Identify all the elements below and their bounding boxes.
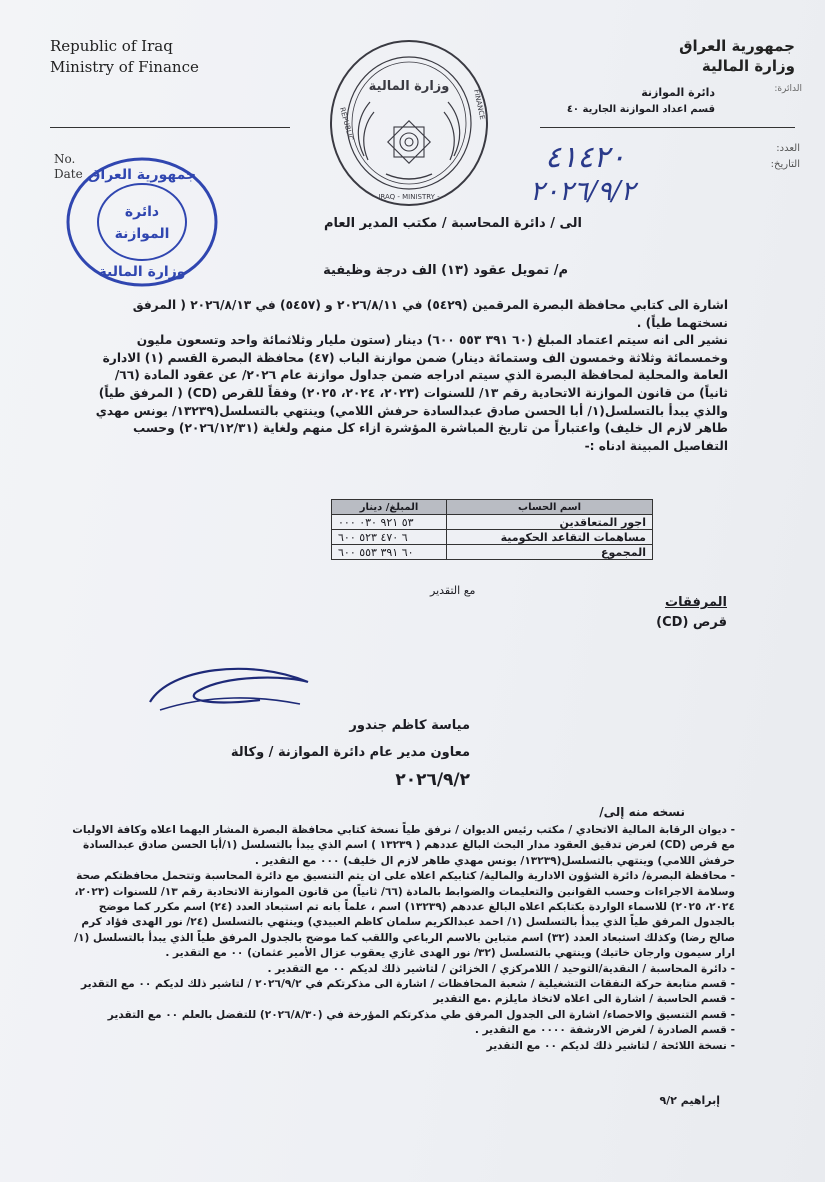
ministry-seal-icon <box>328 38 490 208</box>
department-label: الدائرة: <box>774 84 802 94</box>
body-paragraph: نشير الى انه سيتم اعتماد المبلغ (٦٠ ٣٩١ ٥٥٣ ٦٠٠) دينار (ستون مليار وثلاثمائة واحد وتسعون مليون وخمسمائة وثلاثة وخمسون الف وستمائة دينار) ضمن موازنة الباب (٤٧) محافظة البصرة القسم (١) الادارة العامة والمحلية لمحافظة البصرة الذي سيتم ادراجه ضمن جداول موازنة عام ٢٠٢٦/ عن عقود المادة (٦٦/ ثانياً) من قانون الموازنة الاتحادية رقم ١٣/ للسنوات (٢٠٢٣، ٢٠٢٤، ٢٠٢٥) وفقاً للقرص (CD) ( المرفق طياً) والذي يبدأ بالتسلسل(١/ أبا الحسن صادق عبدالسادة حرفش اللامي) وينتهي بالتسلسل(١٣٢٣٩/ يونس مهدي طاهر لازم ال خليف) واعتباراً من تاريخ المباشرة المؤشرة ازاء كل منهم ولغاية (٢٠٢٦/١٢/٣١) وحسب التفاصيل المبينة ادناه :- <box>95 333 728 453</box>
table-cell-account: اجور المتعاقدين <box>447 515 653 530</box>
seal-bottom-ring-text: IRAQ - MINISTRY - <box>378 193 440 201</box>
table-row <box>332 530 653 545</box>
letterhead-divider-right <box>540 127 795 128</box>
department-name: دائرة الموازنة <box>641 86 715 99</box>
list-item: - محافظة البصرة/ دائرة الشؤون الادارية والمالية/ كتابيكم اعلاه على ان يتم التنسيق مع دائرة المحاسبة وتتحمل محافظتكم صحة وسلامة الاجراءات وحسب القوانين والتعليمات والضوابط بالمادة (٦٦/ ثانياً) من قانون الموازنة الاتحادية رقم ١٣/ للسنوات (٢٠٢٣، ٢٠٢٤، ٢٠٢٥) للاسماء الواردة بكتابكم اعلاه البالغ عددهم (١٣٢٣٩) اسم ، علماً بانه تم استبعاد العدد (٢٤) اسم مكرر كما موضح بالجدول المرفق طياً الذي يبدأ بالتسلسل (١/ احمد عبدالكريم سلمان كاظم العبيدي) وينتهي بالتسلسل (٢٤/ نور الهدى فؤاد كرم صالح رضا) وكذلك استبعاد العدد (٣٢) اسم متباين بالاسم الرباعي واللقب كما موضح بالجدول المرفق طياً الذي يبدأ بالتسلسل (١/ ارار سيمون وارجان خاتيك) وينتهي بالتسلسل (٣٢/ نور الهدى غازي يعقوب عزال الأمير عثمان) ٠٠ مع التقدير . <box>74 870 735 960</box>
letterhead-divider-left <box>50 127 290 128</box>
table-row <box>332 545 653 560</box>
handwritten-reference-number: ٤١٤٢٠ <box>545 140 626 175</box>
signatory-name: مياسة كاظم جندور <box>349 718 470 733</box>
table-cell-account: المجموع <box>447 545 653 560</box>
stamp-bottom-text: وزارة المالية <box>98 264 186 280</box>
english-date-label: Date <box>54 167 83 181</box>
list-item: - نسخة اللائحة / لتاشير ذلك لديكم ٠٠ مع التقدير <box>486 1039 735 1052</box>
letterhead-ministry-ar: وزارة المالية <box>701 57 795 75</box>
subject-line: م/ تمويل عقود (١٣) الف درجة وظيفية <box>323 263 568 278</box>
letterhead-country-en: Republic of Iraq <box>50 37 173 55</box>
recipient-line: الى / دائرة المحاسبة / مكتب المدير العام <box>323 216 582 231</box>
signature-scribble-icon <box>140 660 320 720</box>
reference-labels <box>771 141 800 173</box>
section-name: قسم اعداد الموازنة الجارية ٤٠ <box>566 104 715 115</box>
stamp-middle-text-2: الموازنة <box>114 226 170 242</box>
letterhead-country-ar: جمهورية العراق <box>679 37 795 55</box>
stamp-middle-text-1: دائرة <box>124 204 160 220</box>
copies-title: نسخه منه إلى/ <box>599 805 685 819</box>
seal-top-text: وزارة المالية <box>368 79 450 94</box>
table-row <box>332 515 653 530</box>
number-label: العدد: <box>776 143 800 154</box>
english-letterhead <box>50 36 199 78</box>
letterhead-ministry-en: Ministry of Finance <box>50 58 199 76</box>
attachment-item: قرص (CD) <box>656 615 727 630</box>
list-item: - ديوان الرقابة المالية الاتحادي / مكتب رئيس الديوان / نرفق طياً نسخة كتابي محافظة البصرة المشار اليهما اعلاه وكافة الاوليات مع قرص (CD) لغرض تدقيق العقود مدار البحث البالغ عددهم ( ١٣٢٣٩ ) اسم الذي يبدأ بالتسلسل (١/أبا الحسن صادق عبدالسادة حرفش اللامي) وينتهي بالتسلسل(١٣٢٣٩/ يونس مهدي طاهر لازم ال خليف) ٠٠٠ مع التقدير . <box>72 824 735 867</box>
list-item: - قسم الصادرة / لغرض الارشفة ٠٠٠٠ مع التقدير . <box>474 1024 735 1037</box>
budget-table <box>331 499 653 560</box>
letter-body <box>95 297 728 455</box>
appreciation-note: مع التقدير <box>430 584 476 597</box>
table-cell-amount: ٦ ٤٧٠ ٥٢٣ ٦٠٠ <box>332 530 447 545</box>
closing-initials: إبراهيم ٩/٢ <box>659 1094 720 1107</box>
english-no-label: No. <box>54 152 76 166</box>
department-stamp-icon <box>62 152 222 292</box>
table-cell-amount: ٦٠ ٣٩١ ٥٥٣ ٦٠٠ <box>332 545 447 560</box>
table-header-row <box>332 500 653 515</box>
list-item: - دائرة المحاسبة / النقدية/التوحيد / اللامركزي / الخزائن / لتاشير ذلك لديكم ٠٠ مع التقدير . <box>267 962 735 975</box>
body-paragraph: اشارة الى كتابي محافظة البصرة المرقمين (٥٤٢٩) في ٢٠٢٦/٨/١١ و (٥٤٥٧) في ٢٠٢٦/٨/١٣ ( المرفق نسختهما طياً) . <box>132 298 728 330</box>
copies-list <box>60 823 735 1054</box>
date-label: التاريخ: <box>770 159 800 170</box>
list-item: - قسم الحاسبة / اشارة الى اعلاه لاتخاذ مايلزم .مع التقدير <box>433 993 735 1006</box>
list-item: - قسم التنسيق والاحصاء/ اشارة الى الجدول المرفق طي مذكرتكم المؤرخة في (٢٠٢٦/٨/٣٠) للتفضل بالعلم ٠٠ مع التقدير <box>107 1008 735 1021</box>
signatory-title: معاون مدير عام دائرة الموازنة / وكالة <box>230 745 470 760</box>
stamp-top-text: جمهورية العراق <box>87 167 197 183</box>
seal-left-ring-text: REPUBLIC <box>338 106 355 142</box>
arabic-letterhead <box>679 36 795 76</box>
handwritten-reference-date: ٢٠٢٦/٩/٢ <box>530 176 636 207</box>
amount-column-header: المبلغ/ دينار <box>332 500 447 515</box>
account-column-header: اسم الحساب <box>447 500 653 515</box>
seal-right-ring-text: FINANCE <box>472 88 487 121</box>
attachments-title: المرفقات <box>665 595 727 610</box>
table-cell-account: مساهمات التقاعد الحكومية <box>447 530 653 545</box>
table-cell-amount: ٥٣ ٩٢١ ٠٣٠ ٠٠٠ <box>332 515 447 530</box>
list-item: - قسم متابعة حركة النفقات التشغيلية / شعبة المحافظات / اشارة الى مذكرتكم في ٢٠٢٦/٩/٢ / لتاشير ذلك لديكم ٠٠ مع التقدير <box>81 978 735 991</box>
signature-date: ٢٠٢٦/٩/٢ <box>395 770 470 790</box>
